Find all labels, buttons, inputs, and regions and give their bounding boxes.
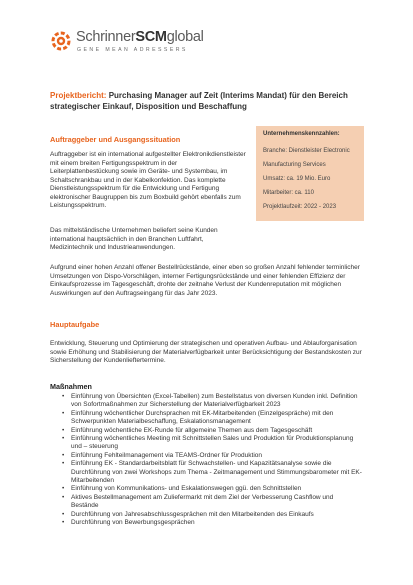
report-title-text: Purchasing Manager auf Zeit (Interims Mandat) für den Bereich strategischer Einkauf, Disposition und Beschaffung (50, 91, 348, 111)
list-item: • Einführung von Übersichten (Excel-Tabellen) zum Bestellstatus von diversen Kunden inkl. Definition von Sofortmaßnahmen zur Sicherstellung der Materialverfügbarkeit 2023 (62, 393, 362, 410)
list-item: • Durchführung von Bewerbungsgesprächen (62, 519, 362, 527)
heading-main-task: Hauptaufgabe (50, 320, 100, 329)
list-item: • Durchführung von Jahresabschlussgesprächen mit den Mitarbeitenden des Einkaufs (62, 511, 362, 519)
list-item: • Einführung EK - Standardarbeitsblatt für Schwachstellen- und Kapazitätsanalyse sowie die Durchführung von zwei Workshops zum Thema - Zeitmanagement und Stimmungsbarometer mit EK-Mitarbeitenden (62, 460, 362, 485)
heading-measures: Maßnahmen (50, 382, 92, 391)
company-figure-line: Mitarbeiter: ca. 110 (263, 190, 314, 196)
company-figures-box (256, 126, 364, 221)
paragraph-initial-situation: Aufgrund einer hohen Anzahl offener Bestellrückstände, einer eben so großen Anzahl fehlender terminlicher Umsetzungen von Dispo-Vorschlägen, interner Fertigungsrückstände und einer fehlenden Effizienz der Einkaufsprozesse im Tagesgeschäft, drohte der zeitnahe Verlust der Kundenreputation mit möglichen Auswirkungen auf den Auftragseingang für das Jahr 2023. (50, 264, 360, 297)
list-item: • Aktives Bestellmanagement am Zuliefermarkt mit dem Ziel der Verbesserung Cashflow und Bestände (62, 494, 362, 511)
list-item: • Einführung von Kommunikations- und Eskalationswegen ggü. den Schnittstellen (62, 485, 362, 493)
company-figure-line: Umsatz: ca. 19 Mio. Euro (263, 176, 331, 182)
logo-gear-icon (50, 30, 72, 52)
paragraph-client-markets: Das mittelständische Unternehmen beliefert seine Kunden international hauptsächlich in den Branchen Luftfahrt, Medizintechnik und Industrieanwendungen. (50, 227, 218, 251)
list-item: • Einführung wöchentliche EK-Runde für allgemeine Themen aus dem Tagesgeschäft (62, 427, 362, 435)
company-figure-line: Branche: Dienstleister Electronic (263, 148, 350, 154)
heading-client-situation: Auftraggeber und Ausgangssituation (50, 135, 181, 144)
logo-wordmark: SchrinnerSCMglobal (76, 29, 204, 45)
company-figures-heading: Unternehmenskennzahlen: (263, 131, 340, 137)
list-item: • Einführung wöchentlicher Durchsprachen mit EK-Mitarbeitenden (Einzelgespräche) mit den Schwerpunkten Materialbeschaffung, Eskalationsmanagement (62, 410, 362, 427)
company-logo (50, 28, 204, 58)
report-title (50, 90, 350, 112)
paragraph-main-task: Entwicklung, Steuerung und Optimierung der strategischen und operativen Aufbau- und Ablauforganisation sowie Erhöhung und Stabilisierung der Materialverfügbarkeit unter Berücksichtigung der Bestandskosten zur Sicherstellung der Kundenlieftertermine. (50, 340, 362, 364)
list-item: • Einführung Fehlteilmanagement via TEAMS-Ordner für Produktion (62, 452, 362, 460)
company-figure-line: Projektlaufzeit: 2022 - 2023 (263, 204, 337, 210)
logo-tagline: GENE MEAN ADRESSERS (77, 47, 188, 53)
paragraph-client-description: Auftraggeber ist ein international aufgestellter Elektronikdienstleister mit einem breiten Fertigungsspektrum in der Leiterplattenbestückung sowie im Geräte- und Systembau, im Schaltschrankbau und in der Kabelkonfektion. Das komplette Dienstleistungsspektrum für die Entwicklung und Fertigung elektronischer Baugruppen bis zum Boxbuild gehört ebenfalls zum Leistungsspektrum. (50, 151, 246, 209)
measures-list (62, 393, 362, 528)
list-item: • Einführung wöchentliches Meeting mit Schnittstellen Sales und Produktion für Produktionsplanung und – steuerung (62, 435, 362, 452)
report-title-label: Projektbericht: (50, 91, 107, 100)
company-figure-line: Manufacturing Services (263, 162, 326, 168)
